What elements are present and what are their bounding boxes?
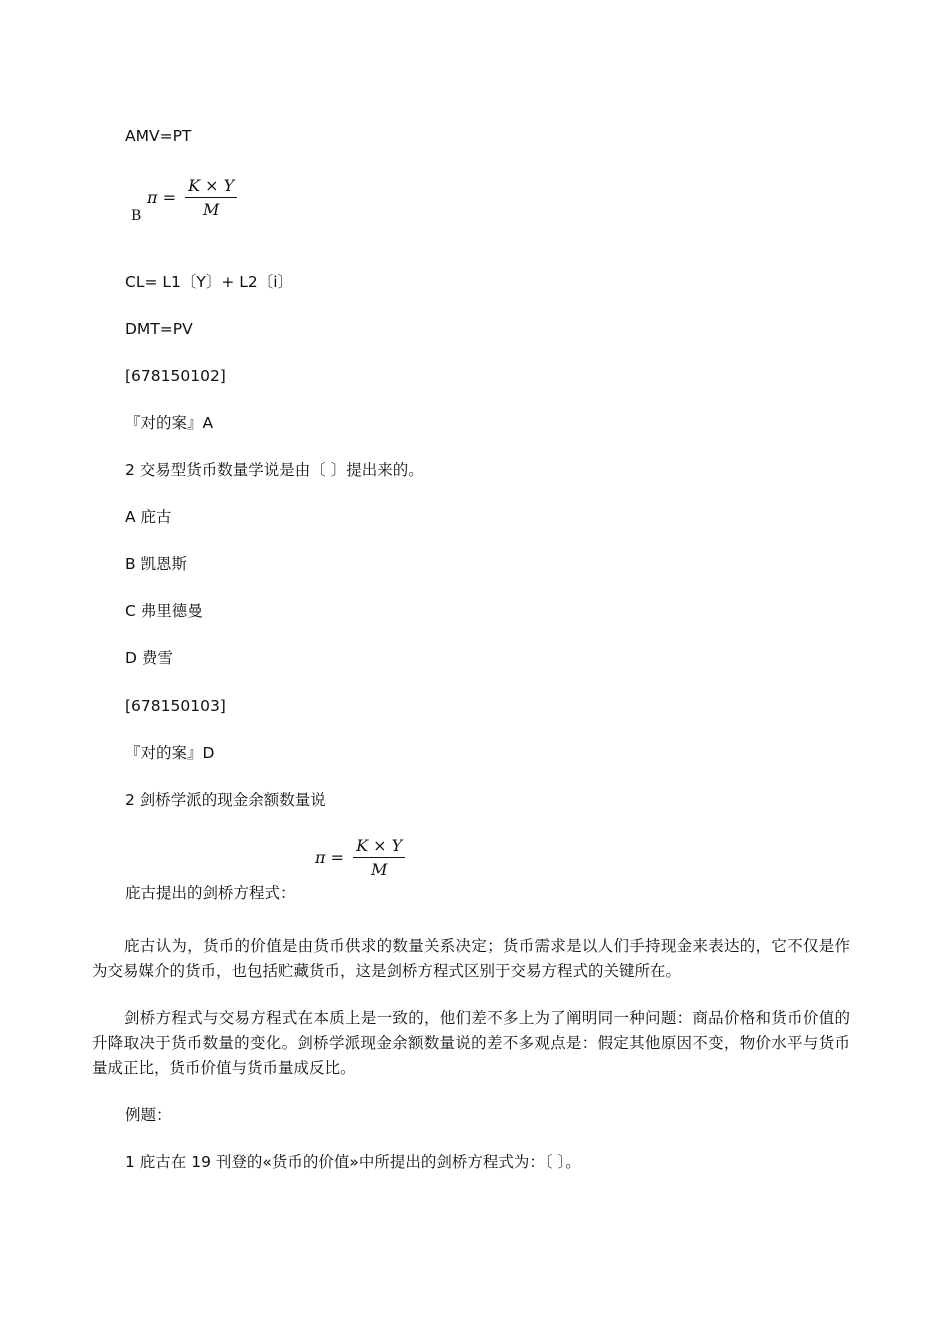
option-b: B 凯恩斯 (125, 555, 188, 573)
example-heading: 例题： (125, 1106, 172, 1124)
paragraph-1: 庇古认为，货币的价值是由货币供求的数量关系决定；货币需求是以人们手持现金来表达的，它不仅是作为交易媒介的货币，也包括贮藏货币，这是剑桥方程式区别于交易方程式的关键所在。 (92, 937, 850, 980)
answer-line: 『对的案』A (125, 414, 214, 432)
formula-numerator: K × Y (185, 176, 237, 198)
question-id: [678150102] (125, 367, 226, 385)
option-b-label: B (131, 208, 142, 224)
cambridge-equation (315, 836, 405, 879)
formula-fraction (353, 836, 405, 879)
equation-caption: 庇古提出的剑桥方程式： (125, 884, 296, 902)
formula-fraction (185, 176, 237, 219)
question-id: [678150103] (125, 697, 226, 715)
option-b-formula (147, 176, 237, 219)
answer-line: 『对的案』D (125, 744, 215, 762)
option-c: C 弗里德曼 (125, 602, 203, 620)
formula-lhs: π = (147, 188, 177, 207)
formula-denominator: M (202, 200, 220, 219)
section-heading: 2 剑桥学派的现金余额数量说 (125, 791, 326, 809)
option-a-formula: AMV=PT (125, 127, 192, 145)
option-d: D 费雪 (125, 649, 173, 667)
formula-numerator: K × Y (353, 836, 405, 858)
formula-denominator: M (370, 860, 388, 879)
formula-lhs: π = (315, 848, 345, 867)
option-c-formula: CL= L1〔Y〕+ L2〔i〕 (125, 273, 294, 291)
example-question: 1 庇古在 19 刊登的«货币的价值»中所提出的剑桥方程式为：〔 〕。 (125, 1153, 581, 1171)
question-text: 2 交易型货币数量学说是由〔 〕提出来的。 (125, 461, 424, 479)
option-d-formula: DMT=PV (125, 320, 193, 338)
paragraph-2: 剑桥方程式与交易方程式在本质上是一致的，他们差不多上为了阐明同一种问题：商品价格和货币价值的升降取决于货币数量的变化。剑桥学派现金余额数量说的差不多观点是：假定其他原因不变，物价水平与货币量成正比，货币价值与货币量成反比。 (92, 1009, 850, 1077)
option-a: A 庇古 (125, 508, 172, 526)
